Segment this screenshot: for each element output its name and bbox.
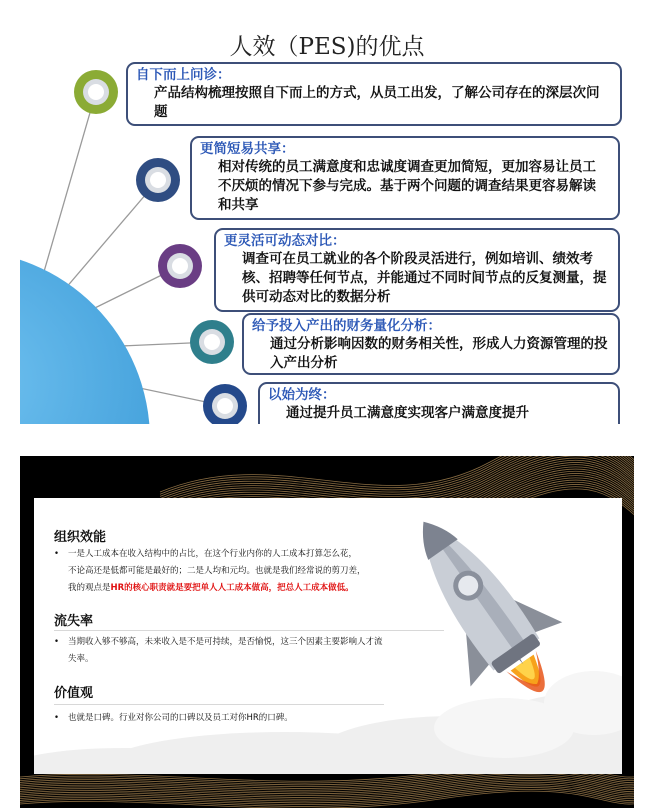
slide-hr-metrics	[20, 456, 634, 808]
section-title: 组织效能	[54, 530, 107, 545]
section-text	[54, 634, 404, 668]
card-text: 相对传统的员工满意度和忠诚度调查更加简短，更加容易让员工不厌烦的情况下参与完成。基于两个问题的调查结果更容易解读和共享	[218, 159, 596, 213]
slide-title: 人效（PES)的优点	[229, 34, 425, 60]
highlight-text: HR的核心职责就是要把单人人工成本做高，把总人工成本做低。	[110, 583, 354, 593]
section-title: 价值观	[54, 686, 94, 701]
card-financial	[242, 313, 620, 375]
section-text	[54, 546, 414, 597]
card-heading: 以始为终：	[268, 387, 336, 403]
card-heading: 更简短易共享：	[200, 141, 295, 157]
card-heading: 给予投入产出的财务量化分析：	[252, 318, 441, 334]
bullet: •	[54, 637, 60, 647]
section-text	[54, 710, 404, 727]
text-line: 也就是口碑。行业对你公司的口碑以及员工对你HR的口碑。	[68, 713, 293, 723]
text-line: 不论高还是低都可能是最好的；二是人均和元均。也就是我们经常说的剪刀差，	[68, 566, 366, 576]
card-bottom-up	[126, 62, 622, 126]
card-text: 产品结构梳理按照自下而上的方式，从员工出发，了解公司存在的深层次问题	[154, 85, 600, 120]
card-heading: 自下而上问诊：	[136, 67, 231, 83]
card-heading: 更灵活可动态对比：	[224, 233, 346, 249]
section-title: 流失率	[54, 614, 94, 629]
text-line	[54, 580, 414, 597]
text-line: 当期收入够不够高，未来收入是不是可持续，是否愉悦，这三个因素主要影响人才流	[68, 637, 383, 647]
ring-purple-icon	[158, 244, 202, 288]
hub-circle	[20, 250, 150, 424]
ring-navy-icon	[136, 158, 180, 202]
text-line: 失率。	[68, 654, 94, 664]
text-line: 一是人工成本在收入结构中的占比，在这个行业内你的人工成本打算怎么花，	[68, 549, 358, 559]
bullet: •	[54, 713, 60, 723]
ring-teal-icon	[190, 320, 234, 364]
card-text: 通过提升员工满意度实现客户满意度提升	[286, 405, 529, 421]
divider	[54, 704, 384, 705]
card-short-share	[190, 136, 620, 220]
ring-blue-icon	[203, 384, 247, 424]
card-text: 通过分析影响因数的财务相关性，形成人力资源管理的投入产出分析	[270, 336, 608, 371]
card-text: 调查可在员工就业的各个阶段灵活进行，例如培训、绩效考核、招聘等任何节点，并能通过不同时间节点的反复测量，提供可动态对比的数据分析	[242, 251, 607, 305]
text-prefix: 我的观点是	[68, 583, 111, 593]
bullet: •	[54, 549, 60, 559]
rocket-icon	[376, 496, 596, 726]
card-flexible	[214, 228, 620, 312]
ring-green-icon	[74, 70, 118, 114]
card-end-in-mind	[258, 382, 620, 424]
slide-pes-advantages	[20, 20, 634, 424]
